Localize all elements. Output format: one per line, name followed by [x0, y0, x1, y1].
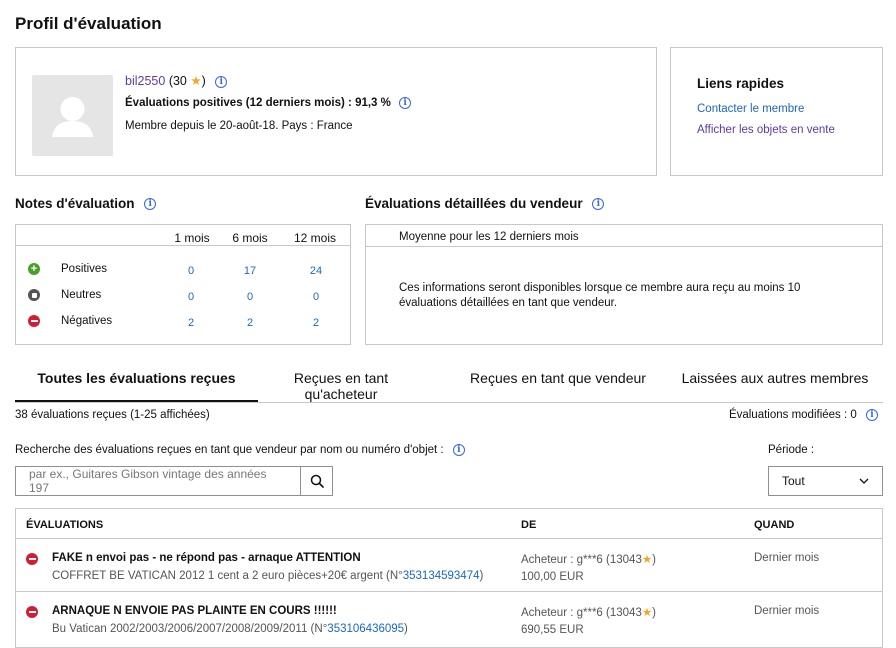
- period-select[interactable]: [768, 466, 883, 496]
- feedback-score: (30: [168, 74, 187, 88]
- feedback-table: [15, 508, 883, 648]
- table-row: [16, 539, 882, 592]
- rating-count-link[interactable]: 2: [187, 317, 195, 329]
- feedback-item: [52, 570, 483, 582]
- column-header: 6 mois: [232, 231, 268, 245]
- detailed-message-line1: Ces informations seront disponibles lorsque ce membre aura reçu au moins 10: [399, 282, 801, 294]
- column-header: 1 mois: [174, 231, 210, 245]
- rating-count-link[interactable]: 24: [309, 265, 323, 277]
- feedback-item: [52, 623, 408, 635]
- user-silhouette-icon: [32, 75, 113, 156]
- modified-feedback-text: Évaluations modifiées : 0: [728, 409, 857, 422]
- contact-member-link[interactable]: Contacter le membre: [697, 103, 805, 115]
- search-label-text: Recherche des évaluations reçues en tant que vendeur par nom ou numéro d'objet :: [15, 444, 444, 457]
- search-button[interactable]: [300, 466, 333, 496]
- table-row: [16, 592, 882, 648]
- column-header: ÉVALUATIONS: [26, 519, 104, 531]
- page-title: Profil d'évaluation: [15, 14, 162, 33]
- username-link[interactable]: bil2550: [125, 74, 166, 88]
- detailed-ratings-box: [365, 224, 883, 345]
- positive-icon: +: [28, 263, 40, 275]
- search-label: [15, 444, 465, 456]
- feedback-score-close: ): [201, 74, 206, 88]
- shooting-star-icon: ★: [641, 554, 653, 566]
- star-icon: ★: [190, 74, 202, 88]
- table-header: [16, 509, 882, 539]
- ratings-table: [15, 224, 351, 345]
- feedback-comment: ARNAQUE N ENVOIE PAS PLAINTE EN COURS !!!!!!: [52, 605, 337, 617]
- chevron-down-icon: [859, 478, 869, 484]
- ratings-title: [15, 196, 156, 211]
- info-icon[interactable]: i: [453, 444, 465, 456]
- search-icon: [310, 474, 324, 488]
- rating-count-link[interactable]: 0: [312, 291, 320, 303]
- info-icon[interactable]: i: [592, 198, 604, 210]
- row-label: Positives: [61, 263, 108, 275]
- row-label: Négatives: [61, 315, 113, 327]
- info-icon[interactable]: i: [215, 76, 227, 88]
- detailed-ratings-title: [365, 196, 604, 211]
- negative-icon: [28, 315, 40, 327]
- feedback-count: 38 évaluations reçues (1-25 affichées): [15, 409, 210, 421]
- item-title: Bu Vatican 2002/2003/2006/2007/2008/2009/2011 (N°: [52, 623, 328, 635]
- item-number-link[interactable]: 353106436095: [327, 623, 405, 635]
- profile-card: [15, 47, 657, 176]
- info-icon[interactable]: i: [144, 198, 156, 210]
- rating-count-link[interactable]: 2: [312, 317, 320, 329]
- feedback-comment: FAKE n envoi pas - ne répond pas - arnaque ATTENTION: [52, 552, 361, 564]
- positive-rate-line: [125, 97, 411, 109]
- column-header: DE: [521, 519, 537, 531]
- period-label: Période :: [768, 444, 815, 456]
- info-icon[interactable]: i: [866, 409, 878, 421]
- item-number-link[interactable]: 353134593474: [402, 570, 480, 582]
- info-icon[interactable]: i: [399, 97, 411, 109]
- negative-icon: [26, 606, 38, 618]
- divider: [366, 246, 882, 247]
- detailed-message-line2: évaluations détaillées en tant que vendeur.: [399, 297, 618, 309]
- negative-icon: [26, 553, 38, 565]
- period-value: Tout: [782, 474, 805, 488]
- tab-received-as-buyer[interactable]: Reçues en tant qu'acheteur: [293, 370, 389, 402]
- item-close: ): [479, 570, 484, 582]
- item-title: COFFRET BE VATICAN 2012 1 cent a 2 euro pièces+20€ argent (N°: [52, 570, 403, 582]
- tabs-divider: [15, 402, 883, 403]
- feedback-when: Dernier mois: [754, 605, 820, 617]
- detailed-ratings-title-text: Évaluations détaillées du vendeur: [365, 196, 583, 211]
- items-for-sale-link[interactable]: Afficher les objets en vente: [697, 124, 835, 136]
- modified-feedback: [729, 409, 878, 421]
- feedback-price: 100,00 EUR: [521, 571, 584, 583]
- neutral-icon: [28, 289, 40, 301]
- item-close: ): [404, 623, 408, 635]
- member-since: Membre depuis le 20-août-18. Pays : France: [125, 120, 353, 132]
- quick-links-card: [670, 47, 883, 176]
- row-label: Neutres: [61, 289, 102, 301]
- feedback-from: [521, 605, 656, 619]
- rating-count-link[interactable]: 17: [243, 265, 257, 277]
- feedback-price: 690,55 EUR: [521, 624, 584, 636]
- tab-received-as-seller[interactable]: Reçues en tant que vendeur: [470, 370, 646, 386]
- detailed-header: Moyenne pour les 12 derniers mois: [399, 231, 579, 243]
- ratings-title-text: Notes d'évaluation: [15, 196, 135, 211]
- rating-count-link[interactable]: 0: [187, 291, 195, 303]
- username-line: [125, 73, 227, 88]
- column-header: QUAND: [754, 519, 795, 531]
- feedback-from: [521, 552, 656, 566]
- positive-rate: Évaluations positives (12 derniers mois) : 91,3 %: [125, 97, 391, 110]
- rating-count-link[interactable]: 0: [187, 265, 195, 277]
- tab-all-received[interactable]: Toutes les évaluations reçues: [15, 370, 258, 403]
- tab-left-for-others[interactable]: Laissées aux autres membres: [681, 370, 869, 386]
- shooting-star-icon: ★: [641, 607, 653, 619]
- quick-links-title: Liens rapides: [697, 76, 785, 91]
- from-close: ): [652, 554, 656, 566]
- from-user: Acheteur : g***6 (13043: [521, 554, 642, 566]
- from-close: ): [652, 607, 656, 619]
- divider: [16, 245, 350, 246]
- column-header: 12 mois: [293, 231, 337, 245]
- rating-count-link[interactable]: 0: [246, 291, 254, 303]
- feedback-when: Dernier mois: [754, 552, 820, 564]
- rating-count-link[interactable]: 2: [246, 317, 254, 329]
- from-user: Acheteur : g***6 (13043: [521, 607, 642, 619]
- avatar: [32, 75, 113, 156]
- search-input[interactable]: par ex., Guitares Gibson vintage des années 197: [15, 466, 301, 496]
